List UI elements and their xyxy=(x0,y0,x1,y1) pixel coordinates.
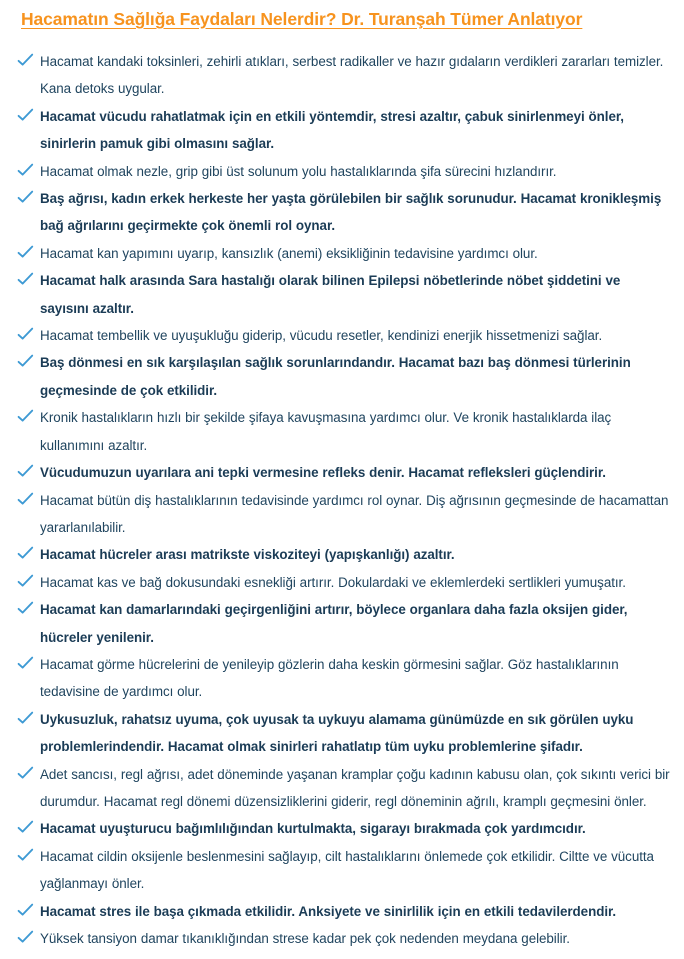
check-icon xyxy=(17,847,34,864)
benefit-list-item xyxy=(0,925,684,952)
check-icon xyxy=(17,244,34,261)
benefit-list-item xyxy=(0,349,684,404)
check-icon xyxy=(17,162,34,179)
check-icon xyxy=(17,819,34,836)
check-icon xyxy=(17,600,34,617)
benefit-list-item xyxy=(0,815,684,842)
check-icon xyxy=(17,463,34,480)
benefit-list-item xyxy=(0,267,684,322)
benefit-text: Hacamat vücudu rahatlatmak için en etkili yöntemdir, stresi azaltır, çabuk sinirlenmeyi önler, sinirlerin pamuk gibi olmasını sağlar. xyxy=(40,108,624,152)
benefit-list-item xyxy=(0,158,684,185)
benefits-list xyxy=(0,32,684,952)
benefit-list-item xyxy=(0,240,684,267)
benefit-text: Hacamat görme hücrelerini de yenileyip gözlerin daha keskin görmesini sağlar. Göz hastalıklarının tedavisine de yardımcı olur. xyxy=(40,656,619,700)
benefit-list-item xyxy=(0,706,684,761)
benefit-list-item xyxy=(0,569,684,596)
check-icon xyxy=(17,710,34,727)
benefit-text: Hacamat kandaki toksinleri, zehirli atıkları, serbest radikaller ve hazır gıdaların verdikleri zararları temizler. Kana detoks uygular. xyxy=(40,54,664,97)
benefit-list-item xyxy=(0,761,684,816)
benefit-text: Hacamat kan damarlarındaki geçirgenliğini artırır, böylece organlara daha fazla oksijen gider, hücreler yenilenir. xyxy=(40,602,628,645)
benefit-list-item xyxy=(0,843,684,898)
benefit-list-item xyxy=(0,185,684,240)
check-icon xyxy=(17,491,34,508)
benefit-text: Uykusuzluk, rahatsız uyuma, çok uyusak ta uykuyu alamama günümüzde en sık görülen uyku problemlerindendir. Hacamat olmak sinirleri rahatlatıp tüm uyku problemlerine şifadır. xyxy=(40,711,634,755)
benefit-text: Hacamat bütün diş hastalıklarının tedavisinde yardımcı rol oynar. Diş ağrısının geçmesinde de hacamattan yararlanılabilir. xyxy=(40,492,669,535)
benefit-text: Hacamat stres ile başa çıkmada etkilidir. Anksiyete ve sinirlilik için en etkili tedavilerdendir. xyxy=(40,903,617,919)
benefit-list-item xyxy=(0,596,684,651)
check-icon xyxy=(17,655,34,672)
benefit-list-item xyxy=(0,103,684,158)
benefit-text: Hacamat hücreler arası matrikste viskoziteyi (yapışkanlığı) azaltır. xyxy=(40,547,455,563)
check-icon xyxy=(17,107,34,124)
benefit-text: Hacamat olmak nezle, grip gibi üst solunum yolu hastalıklarında şifa sürecini hızlandırır. xyxy=(40,163,557,179)
check-icon xyxy=(17,573,34,590)
check-icon xyxy=(17,902,34,919)
check-icon xyxy=(17,189,34,206)
benefit-text: Baş dönmesi en sık karşılaşılan sağlık sorunlarındandır. Hacamat bazı baş dönmesi türlerinin geçmesinde de çok etkilidir. xyxy=(40,355,631,398)
check-icon xyxy=(17,271,34,288)
check-icon xyxy=(17,326,34,343)
benefit-text: Hacamat kan yapımını uyarıp, kansızlık (anemi) eksikliğinin tedavisine yardımcı olur. xyxy=(40,245,538,261)
benefit-list-item xyxy=(0,322,684,349)
benefit-list-item xyxy=(0,541,684,568)
benefit-text: Hacamat uyuşturucu bağımlılığından kurtulmakta, sigarayı bırakmada çok yardımcıdır. xyxy=(40,821,586,837)
check-icon xyxy=(17,765,34,782)
benefit-text: Hacamat halk arasında Sara hastalığı olarak bilinen Epilepsi nöbetlerinde nöbet şiddetini ve sayısını azaltır. xyxy=(40,273,621,316)
check-icon xyxy=(17,408,34,425)
benefit-text: Vücudumuzun uyarılara ani tepki vermesine refleks denir. Hacamat refleksleri güçlendirir. xyxy=(40,465,606,481)
benefit-text: Hacamat kas ve bağ dokusundaki esnekliği artırır. Dokulardaki ve eklemlerdeki sertlikleri yumuşatır. xyxy=(40,574,626,590)
check-icon xyxy=(17,545,34,562)
benefit-text: Adet sancısı, regl ağrısı, adet döneminde yaşanan kramplar çoğu kadının kabusu olan, çok sıkıntı verici bir durumdur. Hacamat regl dönemi düzensizliklerini giderir, regl döneminin ağrılı, kramplı geçmesini önler. xyxy=(40,766,670,809)
benefit-list-item xyxy=(0,651,684,706)
benefit-text: Kronik hastalıkların hızlı bir şekilde şifaya kavuşmasına yardımcı olur. Ve kronik hastalıklarda ilaç kullanımını azaltır. xyxy=(40,410,612,453)
benefit-list-item xyxy=(0,48,684,103)
benefit-text: Hacamat tembellik ve uyuşukluğu giderip, vücudu resetler, kendinizi enerjik hissetmenizi sağlar. xyxy=(40,328,603,344)
benefit-text: Baş ağrısı, kadın erkek herkeste her yaşta görülebilen bir sağlık sorunudur. Hacamat kronikleşmiş bağ ağrılarını geçirmekte çok önemli rol oynar. xyxy=(40,191,662,234)
check-icon xyxy=(17,929,34,946)
benefit-text: Yüksek tansiyon damar tıkanıklığından strese kadar pek çok nedenden meydana gelebilir. xyxy=(40,931,570,946)
check-icon xyxy=(17,353,34,370)
benefit-list-item xyxy=(0,898,684,925)
page-title-container xyxy=(0,0,684,32)
page-title: Hacamatın Sağlığa Faydaları Nelerdir? Dr. Turanşah Tümer Anlatıyor xyxy=(21,9,583,29)
check-icon xyxy=(17,52,34,69)
benefit-list-item xyxy=(0,487,684,542)
benefit-text: Hacamat cildin oksijenle beslenmesini sağlayıp, cilt hastalıklarını önlemede çok etkilidir. Ciltte ve vücutta yağlanmayı önler. xyxy=(40,848,654,892)
benefit-list-item xyxy=(0,404,684,459)
benefit-list-item xyxy=(0,459,684,486)
